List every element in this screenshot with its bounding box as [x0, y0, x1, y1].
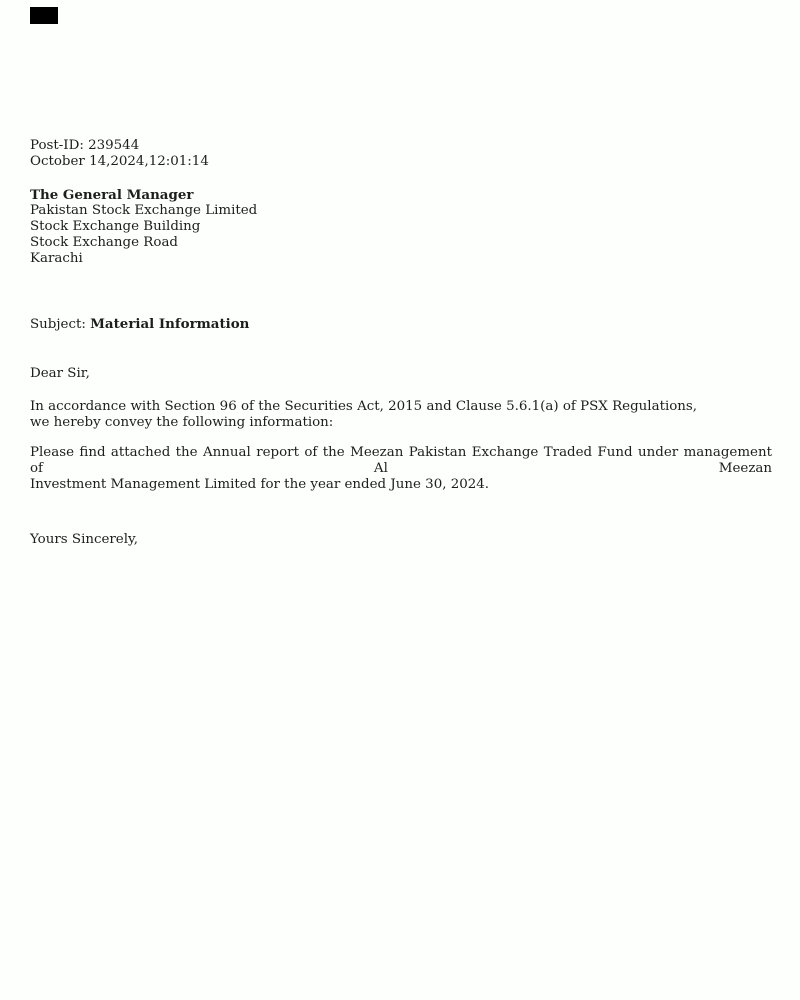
subject-value: Material Information — [90, 316, 250, 332]
body-paragraph-2 — [30, 445, 772, 493]
subject-label: Subject: — [30, 317, 86, 332]
post-id-line: Post-ID: 239544 — [30, 138, 140, 153]
logo-placeholder — [30, 7, 58, 24]
body-paragraph-1 — [30, 399, 772, 431]
body-line: In accordance with Section 96 of the Securities Act, 2015 and Clause 5.6.1(a) of PSX Regulations, — [30, 399, 698, 414]
recipient-name: The General Manager — [30, 187, 194, 203]
salutation: Dear Sir, — [30, 366, 90, 381]
date-line: October 14,2024,12:01:14 — [30, 154, 209, 169]
address-line-4: Karachi — [30, 251, 83, 266]
subject-line — [30, 316, 249, 333]
closing: Yours Sincerely, — [30, 532, 139, 547]
meta-block — [30, 138, 209, 170]
body-line: Investment Management Limited for the year ended June 30, 2024. — [30, 477, 490, 492]
address-line-2: Stock Exchange Building — [30, 219, 201, 234]
body-line: we hereby convey the following information: — [30, 415, 334, 430]
body-line: Please find attached the Annual report of the Meezan Pakistan Exchange Traded Fund under management of Al Meezan — [30, 445, 772, 476]
address-line-3: Stock Exchange Road — [30, 235, 178, 250]
recipient-block — [30, 187, 257, 267]
address-line-1: Pakistan Stock Exchange Limited — [30, 203, 258, 218]
